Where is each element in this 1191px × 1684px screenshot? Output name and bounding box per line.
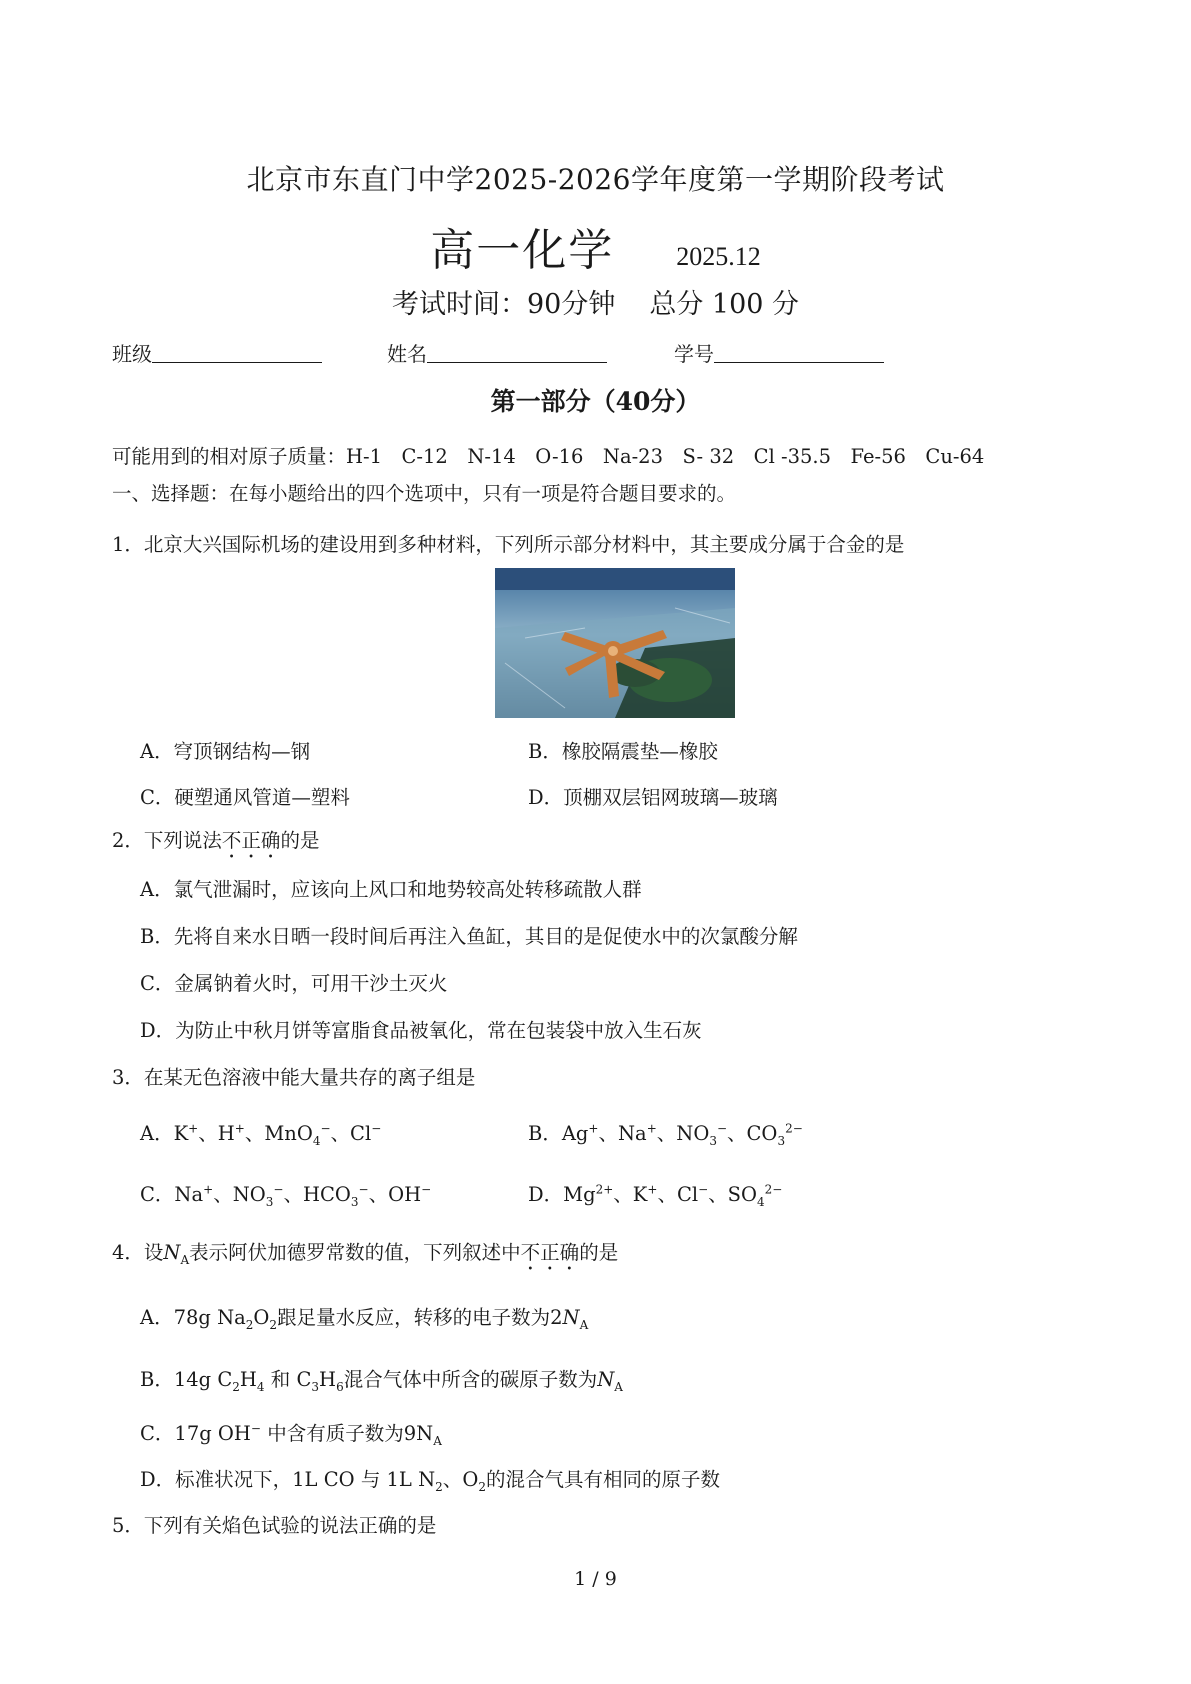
q4-emphasis: 不正确 <box>520 1241 580 1264</box>
exam-time: 考试时间：90分钟 <box>391 289 616 320</box>
q2-option-c[interactable]: C．金属钠着火时，可用干沙土灭火 <box>140 972 448 995</box>
name-label: 姓名 <box>387 342 427 366</box>
q4-option-b[interactable]: B．14g $C_2H_4$ 和 $C_3H_6$混合气体中所含的碳原子数为$N_A$ <box>140 1368 623 1394</box>
q2-stem: 2．下列说法不正确的是 <box>112 829 320 852</box>
atomic-masses: 可能用到的相对原子质量：H-1 C-12 N-14 O-16 Na-23 S- 32 Cl -35.5 Fe-56 Cu-64 <box>112 445 985 468</box>
section-intro: 一、选择题：在每小题给出的四个选项中，只有一项是符合题目要求的。 <box>112 482 737 505</box>
id-blank[interactable] <box>714 344 884 363</box>
class-label: 班级 <box>112 342 152 366</box>
q2-option-a[interactable]: A．氯气泄漏时，应该向上风口和地势较高处转移疏散人群 <box>140 878 642 901</box>
q1-option-d[interactable]: D．顶棚双层铝网玻璃—玻璃 <box>528 786 778 809</box>
q5-stem: 5．下列有关焰色试验的说法正确的是 <box>112 1514 437 1537</box>
school-title: 北京市东直门中学2025-2026学年度第一学期阶段考试 <box>246 163 945 196</box>
q4-option-d[interactable]: D．标准状况下，1L CO 与 1L $N_2$、$O_2$的混合气具有相同的原子数 <box>140 1468 720 1494</box>
q3-option-b[interactable]: B．Ag+、Na+、$NO_3^-$、$CO_3^{2-}$ <box>528 1121 803 1148</box>
name-field[interactable] <box>387 338 607 367</box>
q3-option-d[interactable]: D．$Mg^{2+}$、K+、Cl−、$SO_4^{2-}$ <box>528 1182 783 1209</box>
name-blank[interactable] <box>427 344 607 363</box>
class-field[interactable] <box>112 338 322 367</box>
exam-date: 2025.12 <box>676 242 761 271</box>
q1-option-b[interactable]: B．橡胶隔震垫—橡胶 <box>528 740 718 763</box>
q2-emphasis: 不正确 <box>221 829 281 852</box>
total-score: 总分 100 分 <box>649 289 800 320</box>
q2-option-b[interactable]: B．先将自来水日晒一段时间后再注入鱼缸，其目的是促使水中的次氯酸分解 <box>140 925 798 948</box>
q4-stem: 4．设$N_A$表示阿伏加德罗常数的值，下列叙述中不正确的是 <box>112 1241 619 1267</box>
airport-image-icon <box>495 568 735 718</box>
subject-title: 高一化学 <box>430 225 615 276</box>
subject-line <box>0 214 1191 278</box>
id-label: 学号 <box>674 342 714 366</box>
q3-stem: 3．在某无色溶液中能大量共存的离子组是 <box>112 1066 476 1089</box>
q1-option-c[interactable]: C．硬塑通风管道—塑料 <box>140 786 350 809</box>
q4-option-c[interactable]: C．17g OH− 中含有质子数为$9N_A$ <box>140 1421 442 1448</box>
id-field[interactable] <box>674 338 884 367</box>
exam-info <box>0 282 1191 321</box>
q1-stem: 1．北京大兴国际机场的建设用到多种材料，下列所示部分材料中，其主要成分属于合金的是 <box>112 533 905 556</box>
airport-photo <box>495 568 735 718</box>
q3-option-a[interactable]: A．K+、H+、MnO$_4$−、Cl− <box>140 1121 382 1148</box>
q2-option-d[interactable]: D．为防止中秋月饼等富脂食品被氧化，常在包装袋中放入生石灰 <box>140 1019 702 1042</box>
class-blank[interactable] <box>152 344 322 363</box>
q1-option-a[interactable]: A．穹顶钢结构—钢 <box>140 740 311 763</box>
q4-option-a[interactable]: A．78g $Na_2O_2$跟足量水反应，转移的电子数为$2N_A$ <box>140 1306 589 1332</box>
q3-option-c[interactable]: C．Na+、$NO_3^-$、$HCO_3^-$、OH− <box>140 1182 432 1209</box>
page-number: 1 / 9 <box>574 1568 617 1590</box>
part-title: 第一部分（40分） <box>490 387 701 416</box>
